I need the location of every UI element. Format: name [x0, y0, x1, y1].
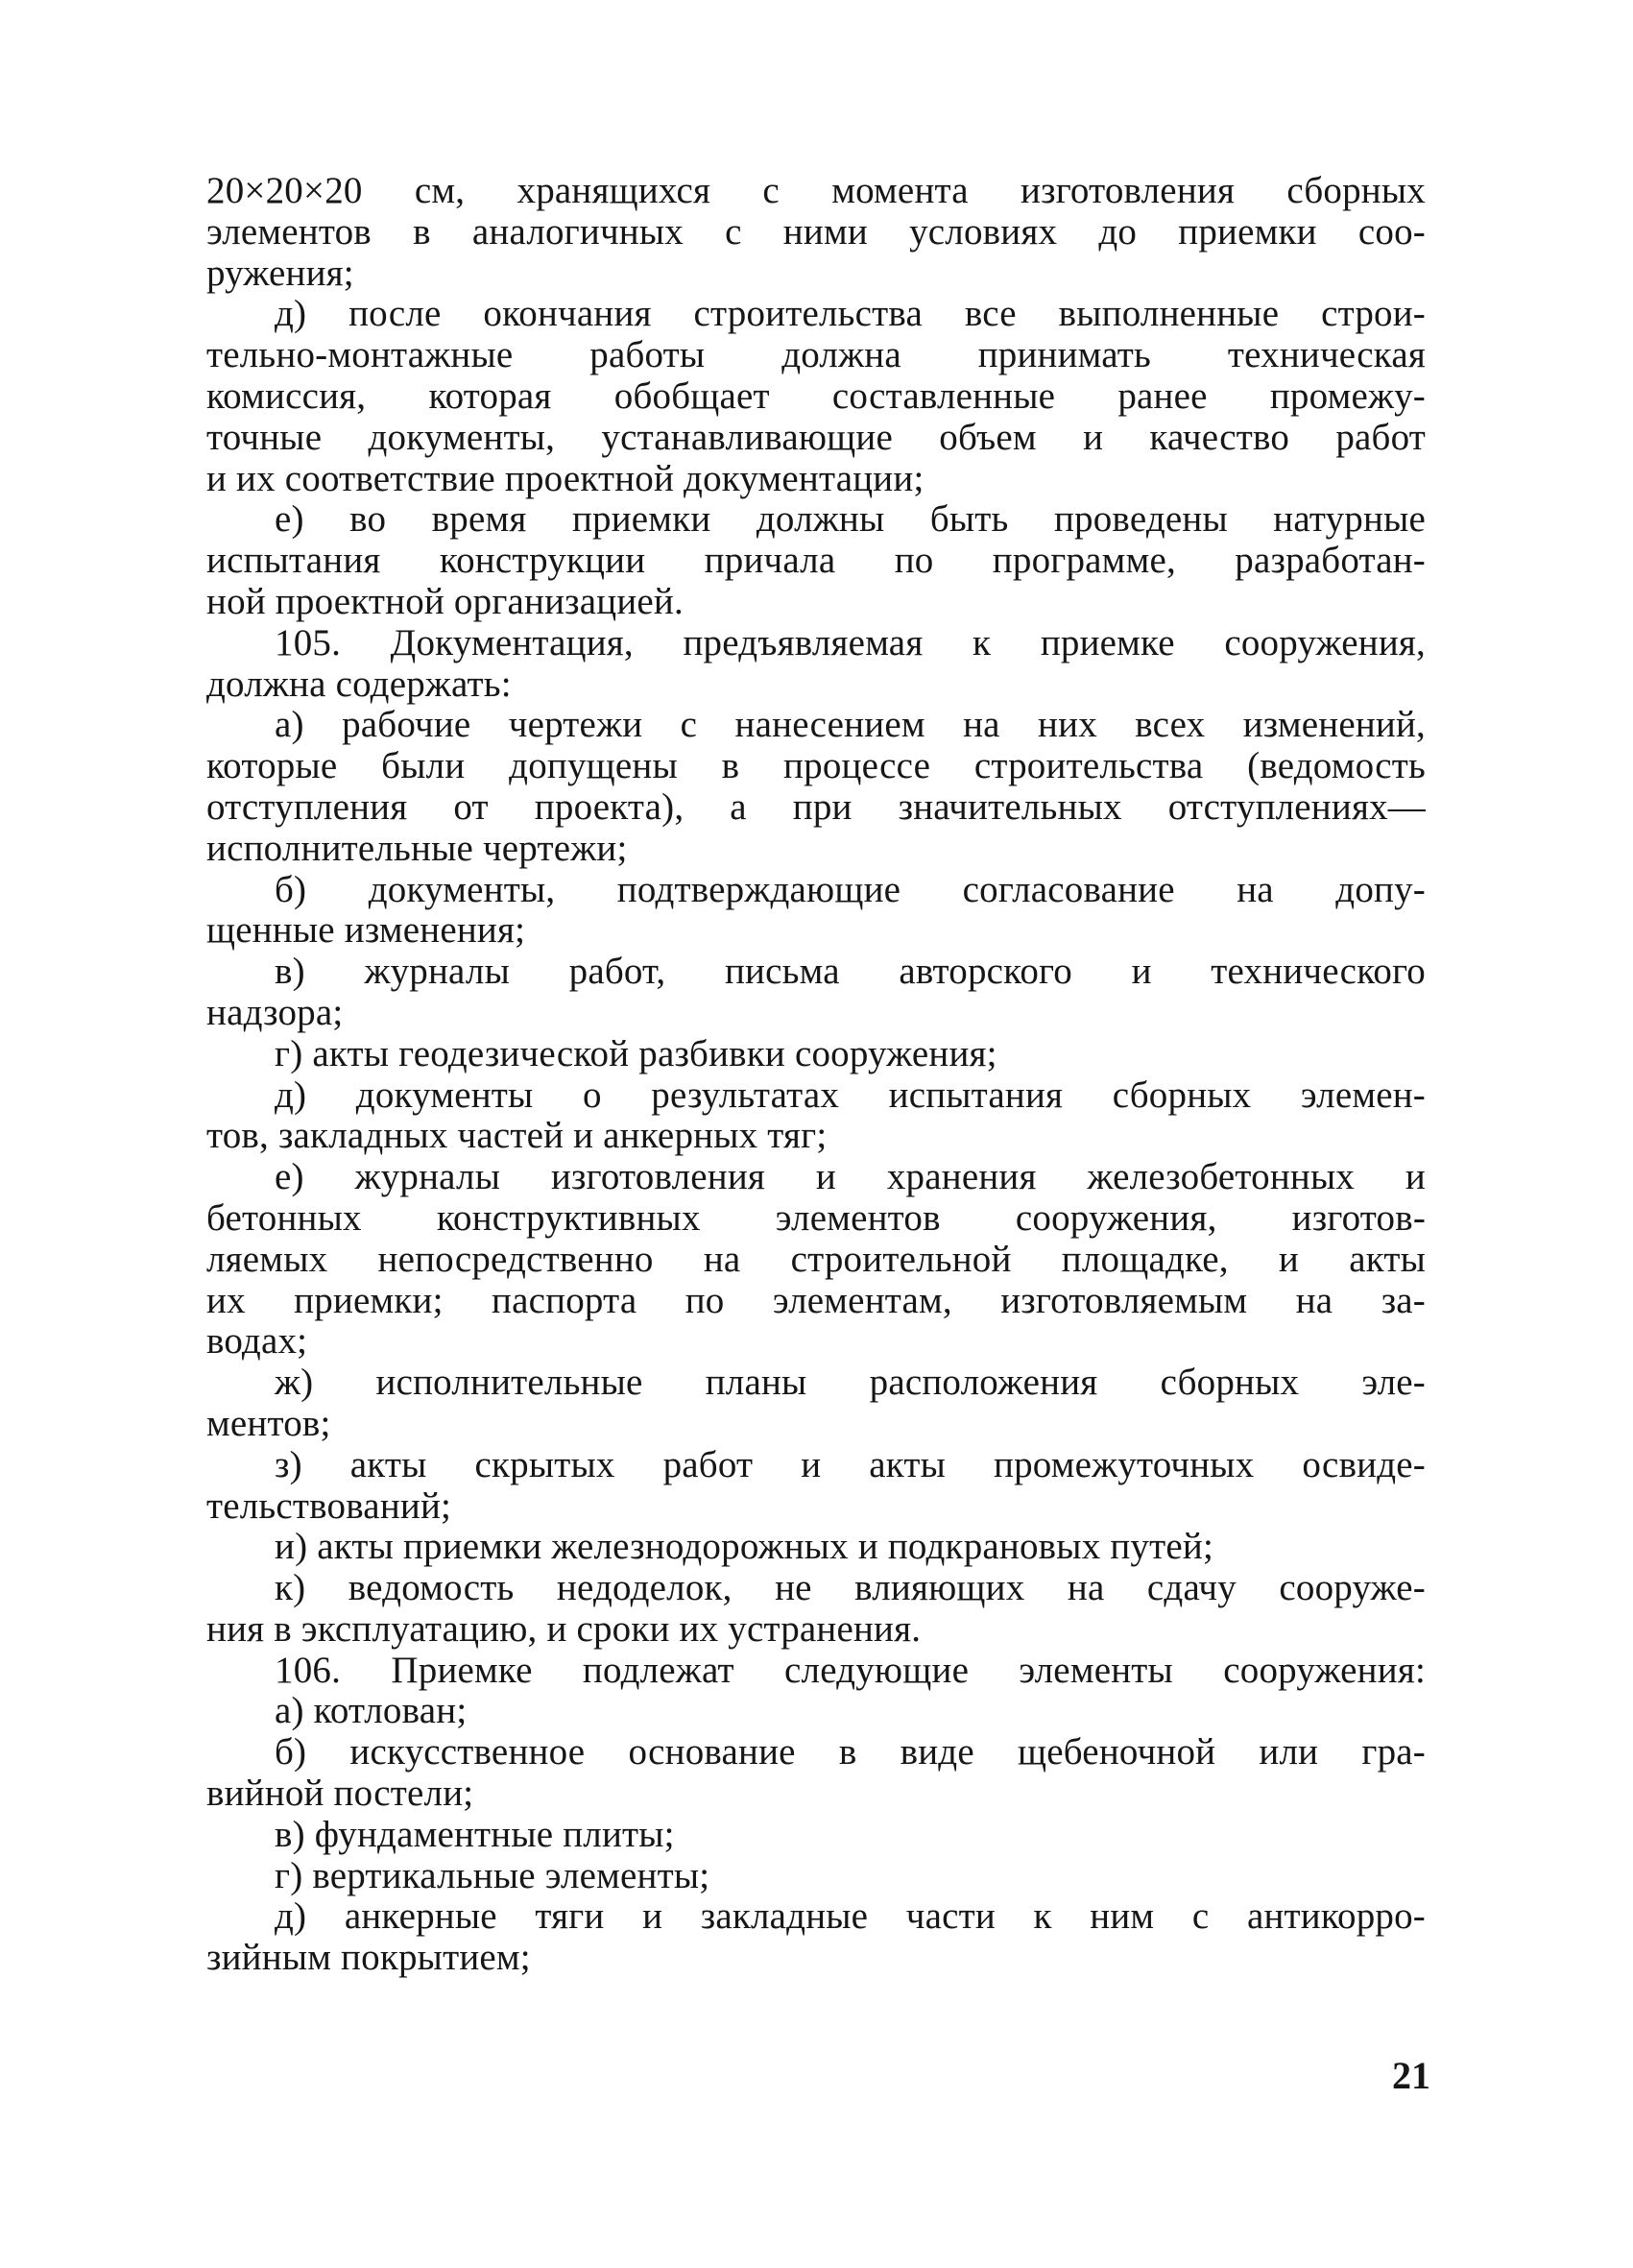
text-line: ния в эксплуатацию, и сроки их устранения. [206, 1607, 922, 1650]
list-item-d: д) документы о результатах испытания сборных элемен- [275, 1074, 1426, 1116]
list-item-v: в) журналы работ, письма авторского и технического [275, 951, 1426, 993]
text-line: ружения; [206, 252, 354, 294]
text-line: щенные изменения; [206, 909, 526, 952]
list-item-b: б) документы, подтверждающие согласование на допу- [275, 868, 1426, 910]
text-line: испытания конструкции причала по программе, разработан- [206, 540, 1426, 582]
text-line: элементов в аналогичных с ними условиях до приемки соо- [206, 210, 1426, 253]
text-line: тельствований; [206, 1484, 452, 1527]
text-line: их приемки; паспорта по элементам, изготовляемым на за- [206, 1279, 1426, 1321]
text-line: ной проектной организацией. [206, 580, 684, 622]
text-line: и их соответствие проектной документации; [206, 457, 925, 499]
text-line: 20×20×20 см, хранящихся с момента изготовления сборных [206, 170, 1426, 211]
text-line: надзора; [206, 991, 344, 1033]
list-item-a: а) котлован; [275, 1690, 468, 1732]
list-item-e: е) журналы изготовления и хранения железобетонных и [275, 1156, 1426, 1198]
text-line: точные документы, устанавливающие объем и качество работ [206, 416, 1426, 458]
list-item-d: д) после окончания строительства все выполненные строи- [275, 293, 1426, 335]
list-item-a: а) рабочие чертежи с нанесением на них всех изменений, [275, 704, 1426, 746]
text-line: должна содержать: [206, 663, 512, 705]
page-number: 21 [1392, 2054, 1430, 2097]
list-item-g: г) вертикальные элементы; [275, 1854, 710, 1896]
body-text [206, 171, 1426, 1979]
list-item-v: в) фундаментные плиты; [275, 1813, 675, 1855]
list-item-z: з) акты скрытых работ и акты промежуточных освиде- [275, 1443, 1426, 1485]
text-line: водах; [206, 1320, 308, 1363]
list-item-b: б) искусственное основание в виде щебеночной или гра- [275, 1731, 1426, 1773]
list-item-g: г) акты геодезической разбивки сооружения; [275, 1032, 997, 1074]
text-line: исполнительные чертежи; [206, 827, 628, 869]
list-item-e: е) во время приемки должны быть проведены натурные [275, 498, 1426, 541]
section-105-heading: 105. Документация, предъявляемая к приемке сооружения, [275, 621, 1426, 664]
text-line: отступления от проекта), а при значительных отступлениях— [206, 785, 1426, 828]
list-item-i: и) акты приемки железнодорожных и подкрановых путей; [275, 1526, 1213, 1568]
text-line: зийным покрытием; [206, 1937, 531, 1979]
text-line: тельно-монтажные работы должна принимать техническая [206, 334, 1426, 376]
list-item-zh: ж) исполнительные планы расположения сборных эле- [275, 1362, 1426, 1404]
text-line: ляемых непосредственно на строительной площадке, и акты [206, 1238, 1426, 1280]
text-line: тов, закладных частей и анкерных тяг; [206, 1115, 828, 1157]
text-line: ментов; [206, 1402, 331, 1444]
text-line: вийной постели; [206, 1773, 474, 1815]
section-106-heading: 106. Приемке подлежат следующие элементы сооружения: [275, 1649, 1426, 1691]
list-item-d: д) анкерные тяги и закладные части к ним с антикорро- [275, 1895, 1426, 1938]
text-line: комиссия, которая обобщает составленные ранее промежу- [206, 374, 1426, 417]
list-item-k: к) ведомость недоделок, не влияющих на сдачу сооруже- [275, 1567, 1426, 1609]
text-line: бетонных конструктивных элементов сооружения, изготов- [206, 1196, 1426, 1239]
text-line: которые были допущены в процессе строительства (ведомость [206, 745, 1426, 787]
